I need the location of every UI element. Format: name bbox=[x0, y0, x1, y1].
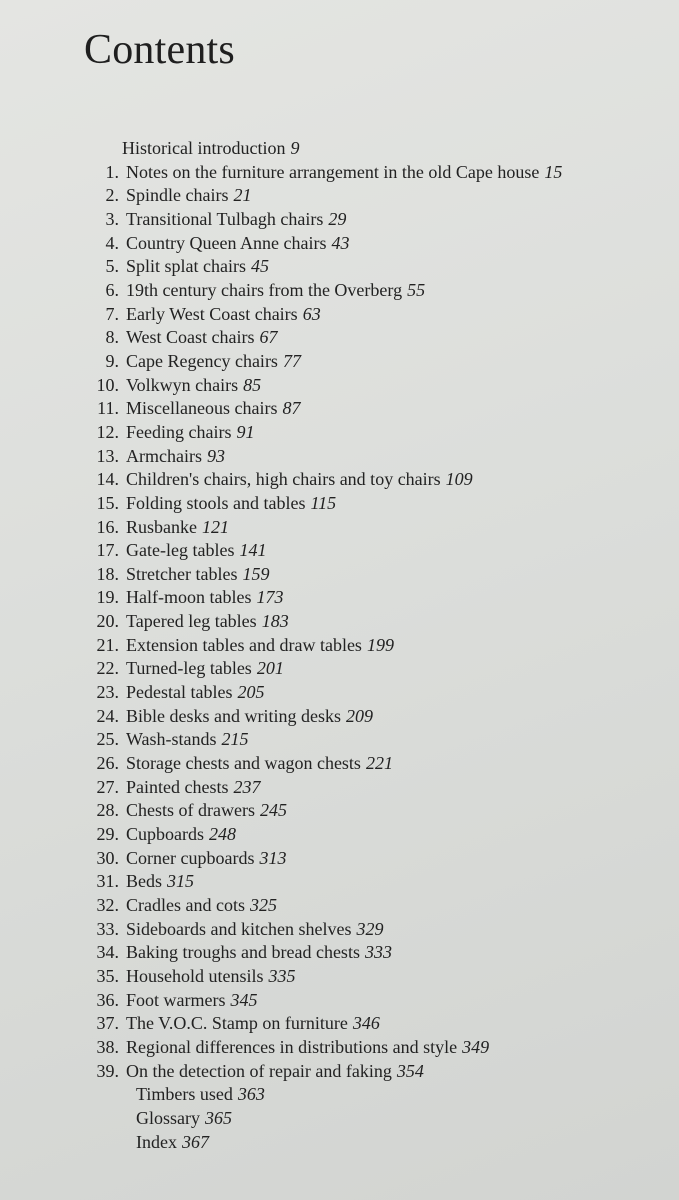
toc-entry-page: 335 bbox=[268, 965, 296, 986]
toc-entry-page: 329 bbox=[356, 918, 384, 939]
toc-entry-line bbox=[126, 681, 264, 705]
toc-entry-title: Storage chests and wagon chests bbox=[126, 753, 361, 774]
toc-entry-line bbox=[136, 1107, 232, 1131]
toc-entry-title: The V.O.C. Stamp on furniture bbox=[126, 1013, 348, 1034]
toc-entry-number: 13. bbox=[96, 445, 119, 466]
toc-entry-number: 4. bbox=[105, 232, 119, 253]
toc-entry-number: 10. bbox=[96, 374, 119, 395]
toc-entry-number: 38. bbox=[96, 1036, 119, 1057]
toc-entry bbox=[0, 492, 679, 516]
toc-entry bbox=[0, 1060, 679, 1084]
toc-entry-title: 19th century chairs from the Overberg bbox=[126, 279, 403, 300]
toc-entry-page: 93 bbox=[206, 445, 225, 466]
toc-entry-line bbox=[126, 539, 266, 563]
toc-entry-title: West Coast chairs bbox=[126, 327, 255, 348]
toc-entry-page: 77 bbox=[282, 350, 301, 371]
toc-entry-line bbox=[126, 752, 393, 776]
toc-entry-line bbox=[126, 941, 392, 965]
toc-entry bbox=[0, 752, 679, 776]
toc-entry-line bbox=[126, 989, 257, 1013]
toc-entry-line bbox=[126, 610, 289, 634]
toc-entry-page: 121 bbox=[202, 516, 229, 537]
toc-entry-page: 141 bbox=[239, 540, 267, 561]
toc-entry-page: 91 bbox=[236, 421, 255, 442]
toc-entry-line bbox=[126, 279, 425, 303]
toc-entry-number: 33. bbox=[96, 918, 119, 939]
toc-entry-number: 1. bbox=[105, 161, 119, 182]
toc-entry bbox=[0, 1083, 679, 1107]
toc-entry-number: 16. bbox=[96, 516, 119, 537]
toc-entry-page: 215 bbox=[221, 729, 249, 750]
toc-entry bbox=[0, 208, 679, 232]
toc-entry-page: 354 bbox=[396, 1060, 424, 1081]
toc-entry-number: 25. bbox=[96, 729, 119, 750]
toc-entry-page: 245 bbox=[259, 800, 287, 821]
toc-entry-title: Extension tables and draw tables bbox=[126, 634, 362, 655]
toc-entry-title: Stretcher tables bbox=[126, 563, 238, 584]
toc-entry-page: 9 bbox=[290, 138, 300, 158]
toc-entry-line bbox=[126, 799, 287, 823]
toc-entry-page: 325 bbox=[249, 895, 277, 915]
toc-entry-number: 20. bbox=[96, 611, 119, 632]
toc-entry-page: 315 bbox=[167, 871, 194, 892]
toc-entry-number: 34. bbox=[96, 942, 119, 963]
toc-entry bbox=[0, 918, 679, 942]
toc-entry-title: Beds bbox=[126, 871, 162, 892]
toc-entry-line bbox=[126, 421, 254, 445]
toc-entry-title: Household utensils bbox=[126, 965, 264, 986]
toc-entry-page: 221 bbox=[365, 753, 393, 774]
toc-entry-title: Cape Regency chairs bbox=[126, 350, 278, 371]
toc-entry-number: 18. bbox=[96, 563, 119, 584]
toc-entry-page: 55 bbox=[407, 279, 426, 300]
toc-entry-line bbox=[126, 374, 261, 398]
toc-entry-number: 22. bbox=[96, 658, 119, 679]
toc-entry bbox=[0, 303, 679, 327]
toc-entry-title: Tapered leg tables bbox=[126, 611, 257, 632]
toc-entry-number: 6. bbox=[105, 279, 119, 300]
toc-entry-number: 24. bbox=[96, 705, 119, 726]
toc-entry bbox=[0, 374, 679, 398]
toc-entry-line bbox=[126, 303, 321, 327]
toc-entry-title: Cupboards bbox=[126, 824, 204, 845]
toc-entry bbox=[0, 989, 679, 1013]
toc-entry-number: 3. bbox=[105, 208, 119, 229]
toc-entry-number: 11. bbox=[97, 398, 119, 419]
toc-entry-title: Bible desks and writing desks bbox=[126, 705, 341, 726]
toc-entry-title: Feeding chairs bbox=[126, 421, 232, 442]
toc-entry-page: 248 bbox=[209, 824, 236, 845]
toc-entry bbox=[0, 799, 679, 823]
toc-entry-number: 27. bbox=[96, 776, 119, 797]
toc-entry-line bbox=[126, 445, 225, 469]
toc-entry-title: Turned-leg tables bbox=[126, 658, 252, 679]
toc-entry-title: Painted chests bbox=[126, 776, 229, 797]
toc-entry-page: 205 bbox=[237, 682, 265, 703]
toc-entry-page: 363 bbox=[237, 1084, 265, 1105]
toc-entry bbox=[0, 634, 679, 658]
toc-entry-title: Rusbanke bbox=[126, 516, 197, 537]
toc-entry-number: 37. bbox=[96, 1013, 119, 1034]
toc-entry-page: 43 bbox=[331, 232, 350, 253]
toc-entry-title: Wash-stands bbox=[126, 729, 217, 750]
toc-entry bbox=[0, 350, 679, 374]
toc-entry-line bbox=[126, 634, 394, 658]
toc-entry-line bbox=[126, 161, 562, 185]
toc-entry bbox=[0, 445, 679, 469]
toc-entry bbox=[0, 776, 679, 800]
toc-entry-page: 67 bbox=[259, 327, 278, 348]
toc-entry-page: 199 bbox=[366, 634, 394, 655]
toc-entry-number: 12. bbox=[96, 421, 119, 442]
toc-entry-title: On the detection of repair and faking bbox=[126, 1060, 392, 1081]
toc-entry-page: 109 bbox=[445, 469, 473, 490]
toc-entry-line bbox=[126, 208, 346, 232]
toc-entry-number: 30. bbox=[96, 847, 119, 868]
toc-entry-line bbox=[126, 468, 473, 492]
toc-entry-page: 87 bbox=[282, 398, 301, 419]
toc-entry bbox=[0, 657, 679, 681]
toc-entry-title: Armchairs bbox=[126, 445, 202, 466]
toc-entry-title: Children's chairs, high chairs and toy chairs bbox=[126, 469, 441, 490]
toc-entry-number: 9. bbox=[105, 350, 119, 371]
toc-entry-title: Transitional Tulbagh chairs bbox=[126, 208, 324, 229]
toc-entry-title: Miscellaneous chairs bbox=[126, 398, 278, 419]
toc-entry-line bbox=[126, 705, 373, 729]
toc-entry-line bbox=[136, 1083, 265, 1107]
toc-entry-title: Foot warmers bbox=[126, 989, 226, 1010]
toc-entry-number: 17. bbox=[96, 540, 119, 561]
toc-entry bbox=[0, 468, 679, 492]
toc-entry-page: 333 bbox=[364, 942, 392, 963]
toc-entry-number: 7. bbox=[105, 303, 119, 324]
toc-entry bbox=[0, 728, 679, 752]
toc-entry bbox=[0, 421, 679, 445]
toc-entry bbox=[0, 516, 679, 540]
toc-entry bbox=[0, 894, 679, 918]
toc-entry-line bbox=[126, 492, 336, 516]
toc-entry bbox=[0, 563, 679, 587]
toc-entry-page: 237 bbox=[233, 776, 261, 797]
toc-entry-title: Folding stools and tables bbox=[126, 492, 306, 513]
toc-entry-page: 349 bbox=[462, 1036, 490, 1057]
toc-entry-page: 21 bbox=[233, 185, 252, 206]
toc-entry bbox=[0, 1131, 679, 1155]
toc-entry-page: 173 bbox=[256, 587, 284, 608]
toc-entry-title: Corner cupboards bbox=[126, 847, 255, 868]
toc-entry bbox=[0, 823, 679, 847]
toc-entry-number: 32. bbox=[96, 895, 119, 915]
toc-entry bbox=[0, 870, 679, 894]
toc-entry-line bbox=[126, 326, 278, 350]
toc-entry-line bbox=[126, 184, 251, 208]
toc-entry bbox=[0, 184, 679, 208]
toc-entry-line bbox=[126, 255, 269, 279]
toc-entry-title: Pedestal tables bbox=[126, 682, 233, 703]
toc-entry-number: 8. bbox=[105, 327, 119, 348]
toc-entry-title: Volkwyn chairs bbox=[126, 374, 239, 395]
toc-entry bbox=[0, 586, 679, 610]
toc-entry bbox=[0, 137, 679, 161]
toc-entry-title: Chests of drawers bbox=[126, 800, 255, 821]
toc-entry-line bbox=[126, 776, 260, 800]
toc-entry bbox=[0, 965, 679, 989]
toc-entry bbox=[0, 1012, 679, 1036]
toc-entry-page: 209 bbox=[345, 705, 373, 726]
toc-entry-page: 367 bbox=[181, 1131, 209, 1152]
toc-entry-title: Historical introduction bbox=[122, 138, 286, 158]
toc-entry-line bbox=[126, 232, 349, 256]
toc-entry-line bbox=[126, 586, 283, 610]
toc-entry-line bbox=[126, 728, 249, 752]
toc-entry-title: Sideboards and kitchen shelves bbox=[126, 918, 352, 939]
toc-entry-page: 313 bbox=[259, 847, 287, 868]
toc-entry-page: 15 bbox=[544, 161, 563, 182]
toc-entry-page: 346 bbox=[352, 1013, 380, 1034]
toc-entry-title: Cradles and cots bbox=[126, 895, 245, 915]
toc-entry-line bbox=[126, 847, 286, 871]
toc-entry-number: 28. bbox=[96, 800, 119, 821]
toc-entry-number: 5. bbox=[105, 256, 119, 277]
toc-entry-page: 63 bbox=[302, 303, 321, 324]
toc-entry-page: 29 bbox=[328, 208, 347, 229]
toc-entry-line bbox=[126, 823, 236, 847]
toc-entry-line bbox=[126, 918, 383, 942]
toc-entry-title: Split splat chairs bbox=[126, 256, 246, 277]
toc-entry-title: Glossary bbox=[136, 1107, 200, 1128]
page-title: Contents bbox=[84, 27, 235, 73]
toc-entry-number: 39. bbox=[96, 1060, 119, 1081]
toc-entry-page: 159 bbox=[242, 563, 270, 584]
toc-entry-line bbox=[126, 397, 300, 421]
toc-entry bbox=[0, 681, 679, 705]
toc-entry-page: 45 bbox=[251, 256, 269, 277]
toc-entry-line bbox=[126, 1036, 489, 1060]
toc-entry-line bbox=[136, 1131, 209, 1155]
toc-entry-number: 29. bbox=[96, 824, 119, 845]
toc-entry bbox=[0, 397, 679, 421]
toc-entry-line bbox=[126, 965, 296, 989]
toc-entry-number: 23. bbox=[96, 682, 119, 703]
toc-entry-number: 35. bbox=[96, 965, 119, 986]
table-of-contents bbox=[0, 137, 679, 1154]
toc-entry-number: 19. bbox=[96, 587, 119, 608]
toc-entry-number: 21. bbox=[96, 634, 119, 655]
toc-entry-number: 15. bbox=[96, 492, 119, 513]
toc-entry bbox=[0, 255, 679, 279]
toc-entry bbox=[0, 279, 679, 303]
toc-entry-page: 115 bbox=[310, 492, 337, 513]
toc-entry-number: 26. bbox=[96, 753, 119, 774]
toc-entry bbox=[0, 941, 679, 965]
toc-entry bbox=[0, 232, 679, 256]
toc-entry-title: Early West Coast chairs bbox=[126, 303, 298, 324]
toc-entry-line bbox=[122, 137, 299, 161]
toc-entry bbox=[0, 705, 679, 729]
toc-entry bbox=[0, 1107, 679, 1131]
toc-entry bbox=[0, 1036, 679, 1060]
toc-entry-number: 31. bbox=[96, 871, 119, 892]
toc-entry-title: Regional differences in distributions and style bbox=[126, 1036, 458, 1057]
toc-entry-page: 183 bbox=[261, 611, 289, 632]
toc-entry-line bbox=[126, 1060, 424, 1084]
toc-entry-page: 201 bbox=[256, 658, 284, 679]
toc-entry-title: Country Queen Anne chairs bbox=[126, 232, 327, 253]
toc-entry-title: Gate-leg tables bbox=[126, 540, 235, 561]
toc-entry-number: 14. bbox=[96, 469, 119, 490]
toc-entry-title: Spindle chairs bbox=[126, 185, 229, 206]
toc-entry-line bbox=[126, 657, 284, 681]
toc-entry-line bbox=[126, 894, 277, 918]
toc-entry-page: 345 bbox=[230, 989, 258, 1010]
toc-entry-line bbox=[126, 1012, 380, 1036]
toc-entry-number: 2. bbox=[105, 185, 119, 206]
toc-entry-title: Notes on the furniture arrangement in the old Cape house bbox=[126, 161, 540, 182]
toc-entry bbox=[0, 847, 679, 871]
toc-entry-title: Index bbox=[136, 1131, 177, 1152]
toc-entry-line bbox=[126, 516, 229, 540]
toc-entry-line bbox=[126, 563, 269, 587]
toc-entry-number: 36. bbox=[96, 989, 119, 1010]
toc-entry-page: 85 bbox=[243, 374, 262, 395]
toc-entry-title: Timbers used bbox=[136, 1084, 233, 1105]
toc-entry bbox=[0, 161, 679, 185]
toc-entry-title: Half-moon tables bbox=[126, 587, 252, 608]
toc-entry-page: 365 bbox=[205, 1107, 232, 1128]
toc-entry bbox=[0, 539, 679, 563]
toc-entry bbox=[0, 326, 679, 350]
toc-entry-title: Baking troughs and bread chests bbox=[126, 942, 360, 963]
toc-entry-line bbox=[126, 350, 301, 374]
toc-entry-line bbox=[126, 870, 194, 894]
toc-entry bbox=[0, 610, 679, 634]
